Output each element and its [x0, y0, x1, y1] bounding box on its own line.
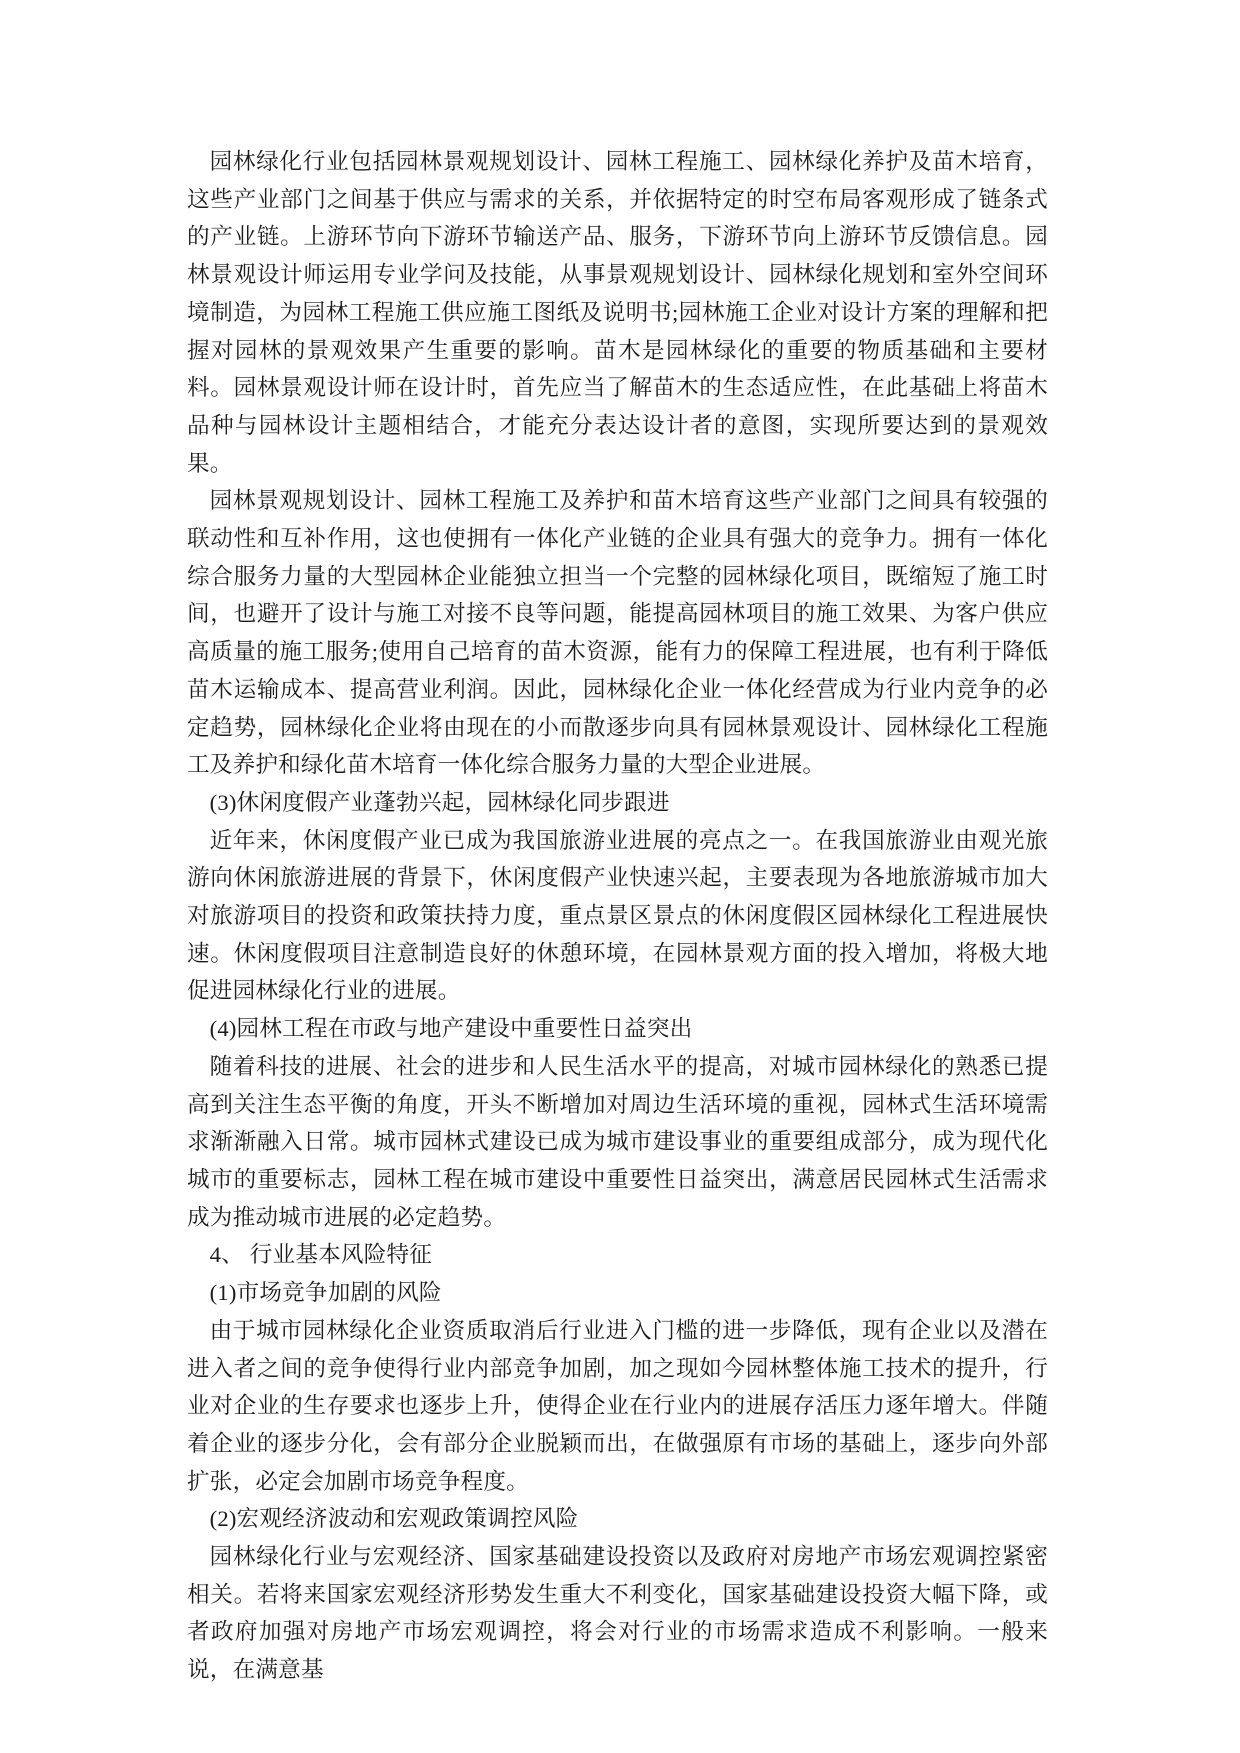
paragraph: 园林绿化行业包括园林景观规划设计、园林工程施工、园林绿化养护及苗木培育，这些产业部门之间基于供应与需求的关系，并依据特定的时空布局客观形成了链条式的产业链。上游环节向下游环节输送产品、服务，下游环节向上游环节反馈信息。园林景观设计师运用专业学问及技能，从事景观规划设计、园林绿化规划和室外空间环境制造，为园林工程施工供应施工图纸及说明书;园林施工企业对设计方案的理解和把握对园林的景观效果产生重要的影响。苗木是园林绿化的重要的物质基础和主要材料。园林景观设计师在设计时，首先应当了解苗木的生态适应性，在此基础上将苗木品种与园林设计主题相结合，才能充分表达设计者的意图，实现所要达到的景观效果。	[187, 149, 1048, 476]
section-heading: (1)市场竞争加剧的风险	[209, 1280, 442, 1306]
section-heading: (3)休闲度假产业蓬勃兴起，园林绿化同步跟进	[209, 789, 670, 815]
paragraph: 园林绿化行业与宏观经济、国家基础建设投资以及政府对房地产市场宏观调控紧密相关。若将来国家宏观经济形势发生重大不利变化，国家基础建设投资大幅下降，或者政府加强对房地产市场宏观调控，将会对行业的市场需求造成不利影响。一般来说，在满意基	[187, 1544, 1048, 1683]
paragraph: 由于城市园林绿化企业资质取消后行业进入门槛的进一步降低，现有企业以及潜在进入者之间的竞争使得行业内部竞争加剧，加之现如今园林整体施工技术的提升，行业对企业的生存要求也逐步上升，使得企业在行业内的进展存活压力逐年增大。伴随着企业的逐步分化，会有部分企业脱颖而出，在做强原有市场的基础上，逐步向外部扩张，必定会加剧市场竞争程度。	[187, 1317, 1048, 1494]
section-heading: (2)宏观经济波动和宏观政策调控风险	[209, 1506, 579, 1532]
section-heading: (4)园林工程在市政与地产建设中重要性日益突出	[209, 1016, 693, 1042]
paragraph: 随着科技的进展、社会的进步和人民生活水平的提高，对城市园林绿化的熟悉已提高到关注生态平衡的角度，开头不断增加对周边生活环境的重视，园林式生活环境需求渐渐融入日常。城市园林式建设已成为城市建设事业的重要组成部分，成为现代化城市的重要标志，园林工程在城市建设中重要性日益突出，满意居民园林式生活需求成为推动城市进展的必定趋势。	[187, 1053, 1048, 1230]
section-heading: 4、 行业基本风险特征	[209, 1242, 433, 1268]
paragraph: 近年来，休闲度假产业已成为我国旅游业进展的亮点之一。在我国旅游业由观光旅游向休闲旅游进展的背景下，休闲度假产业快速兴起，主要表现为各地旅游城市加大对旅游项目的投资和政策扶持力度，重点景区景点的休闲度假区园林绿化工程进展快速。休闲度假项目注意制造良好的休憩环境，在园林景观方面的投入增加，将极大地促进园林绿化行业的进展。	[187, 827, 1048, 1004]
paragraph: 园林景观规划设计、园林工程施工及养护和苗木培育这些产业部门之间具有较强的联动性和互补作用，这也使拥有一体化产业链的企业具有强大的竞争力。拥有一体化综合服务力量的大型园林企业能独立担当一个完整的园林绿化项目，既缩短了施工时间，也避开了设计与施工对接不良等问题，能提高园林项目的施工效果、为客户供应高质量的施工服务;使用自己培育的苗木资源，能有力的保障工程进展，也有利于降低苗木运输成本、提高营业利润。因此，园林绿化企业一体化经营成为行业内竞争的必定趋势，园林绿化企业将由现在的小而散逐步向具有园林景观设计、园林绿化工程施工及养护和绿化苗木培育一体化综合服务力量的大型企业进展。	[187, 488, 1048, 778]
document-body	[187, 143, 1048, 1689]
